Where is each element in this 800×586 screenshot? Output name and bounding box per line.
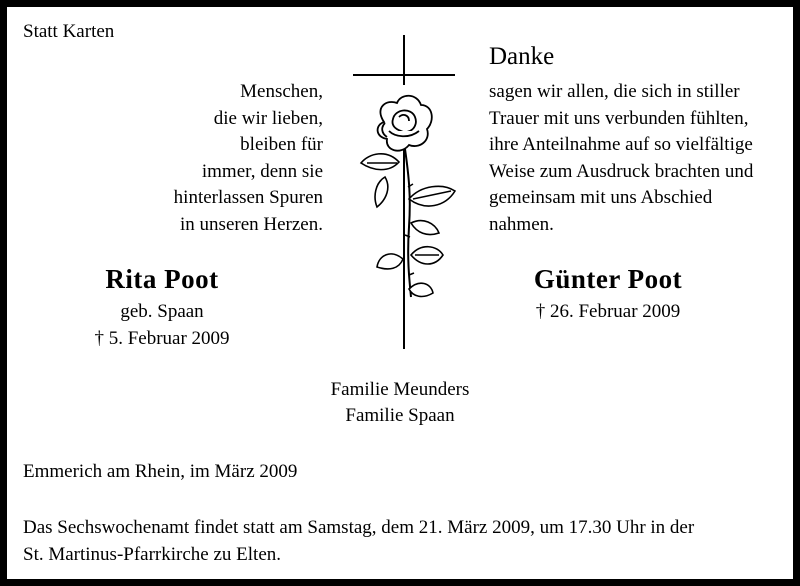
header-text: Statt Karten (23, 21, 115, 42)
person-birthname: geb. Spaan (120, 301, 204, 322)
cross-rose-illustration (339, 27, 469, 357)
obituary-card (7, 7, 793, 579)
verse-line: hinterlassen Spuren (173, 187, 323, 208)
announcement-line: Das Sechswochenamt findet statt am Samstag, dem 21. März 2009, um 17.30 Uhr in der (23, 517, 695, 538)
thanks-line: Trauer mit uns verbunden fühlten, (489, 107, 749, 129)
thanks-line: gemeinsam mit uns Abschied (489, 187, 713, 208)
verse-block (174, 79, 323, 238)
verse-line: bleiben für (240, 134, 323, 155)
thanks-line: sagen wir allen, die sich in stiller (489, 81, 740, 102)
verse-line: in unseren Herzen. (180, 213, 323, 235)
families-block (300, 377, 500, 429)
person-guenter (493, 263, 723, 325)
person-death-date: † 5. Februar 2009 (94, 328, 230, 349)
person-name: Günter Poot (533, 264, 683, 294)
place-date: Emmerich am Rhein, im März 2009 (23, 461, 298, 482)
person-death-date: † 26. Februar 2009 (535, 301, 681, 322)
verse-line: immer, denn sie (201, 160, 323, 182)
family-name: Familie Spaan (345, 405, 455, 426)
verse-line: die wir lieben, (213, 107, 323, 129)
person-name: Rita Poot (105, 264, 219, 294)
verse-line: Menschen, (240, 81, 323, 102)
danke-title: Danke (489, 43, 555, 70)
family-name: Familie Meunders (330, 379, 470, 400)
thanks-line: ihre Anteilnahme auf so vielfältige (489, 134, 753, 155)
thanks-line: nahmen. (489, 213, 554, 235)
rose-bloom-icon (378, 96, 432, 151)
thanks-block (489, 79, 753, 238)
thanks-line: Weise zum Ausdruck brachten und (489, 160, 754, 182)
announcement-line: St. Martinus-Pfarrkirche zu Elten. (23, 544, 282, 565)
person-rita (47, 263, 277, 352)
